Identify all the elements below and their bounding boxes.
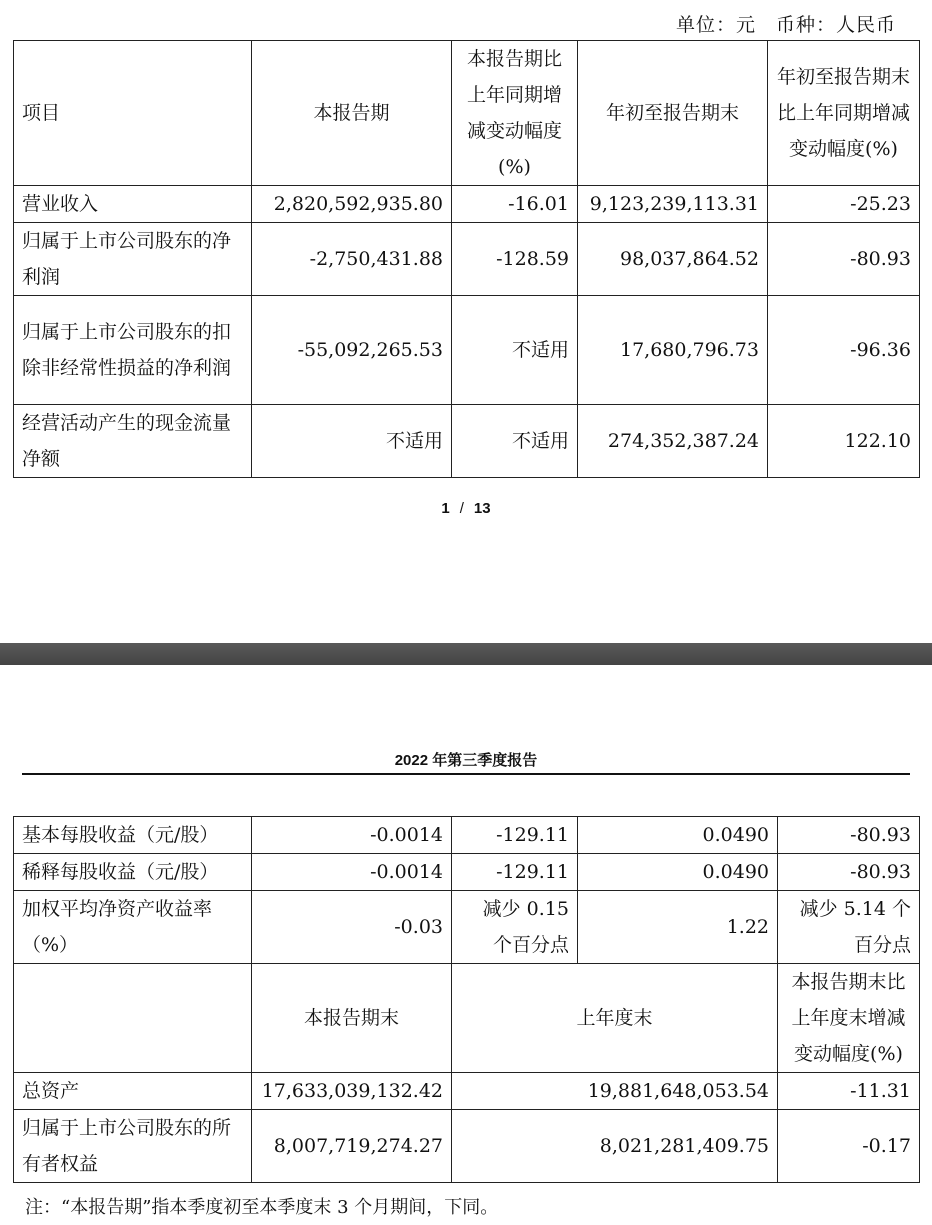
table-row [14, 405, 920, 478]
header-item: 项目 [14, 41, 252, 186]
header-ytd-change: 年初至报告期末比上年同期增减变动幅度(%) [768, 41, 920, 186]
row-balance-change: -0.17 [778, 1110, 920, 1183]
table-row [14, 891, 920, 964]
footnote: 注：“本报告期”指本季度初至本季度末 3 个月期间，下同。 [25, 1197, 499, 1218]
row-item: 基本每股收益（元/股） [14, 817, 252, 854]
row-item: 归属于上市公司股东的净利润 [14, 223, 252, 296]
row-ytd: 1.22 [578, 891, 778, 964]
row-balance-change: -11.31 [778, 1073, 920, 1110]
row-current-change: -128.59 [452, 223, 578, 296]
row-ytd: 17,680,796.73 [578, 296, 768, 405]
row-prior-year-end: 19,881,648,053.54 [452, 1073, 778, 1110]
row-ytd-change: -80.93 [768, 223, 920, 296]
row-ytd-change: -25.23 [768, 186, 920, 223]
row-ytd: 0.0490 [578, 817, 778, 854]
row-ytd-change: -80.93 [778, 817, 920, 854]
key-financials-table [13, 40, 920, 478]
unit-currency-line: 单位：元 币种：人民币 [675, 14, 896, 36]
balance-header-blank [14, 964, 252, 1073]
row-ytd-change: -80.93 [778, 854, 920, 891]
row-ytd: 98,037,864.52 [578, 223, 768, 296]
row-period-end: 8,007,719,274.27 [252, 1110, 452, 1183]
row-item: 总资产 [14, 1073, 252, 1110]
row-current-change: 减少 0.15 个百分点 [452, 891, 578, 964]
row-current: 2,820,592,935.80 [252, 186, 452, 223]
header-ytd: 年初至报告期末 [578, 41, 768, 186]
header-current-period: 本报告期 [252, 41, 452, 186]
document-header-title: 2022 年第三季度报告 [394, 752, 538, 769]
row-item: 营业收入 [14, 186, 252, 223]
row-item: 归属于上市公司股东的扣除非经常性损益的净利润 [14, 296, 252, 405]
row-item: 归属于上市公司股东的所有者权益 [14, 1110, 252, 1183]
row-current: -0.0014 [252, 854, 452, 891]
table-row [14, 854, 920, 891]
page-separator: / [459, 500, 464, 517]
row-ytd-change: 122.10 [768, 405, 920, 478]
row-current-change: 不适用 [452, 296, 578, 405]
header-prior-year-end: 上年度末 [452, 964, 778, 1073]
header-rule [22, 773, 910, 775]
row-ytd: 274,352,387.24 [578, 405, 768, 478]
row-current: -2,750,431.88 [252, 223, 452, 296]
row-current-change: -129.11 [452, 817, 578, 854]
page-break-divider [0, 643, 932, 665]
row-item: 经营活动产生的现金流量净额 [14, 405, 252, 478]
row-ytd-change: -96.36 [768, 296, 920, 405]
table-row [14, 1110, 920, 1183]
page-number [0, 500, 932, 517]
table-row [14, 296, 920, 405]
row-current: -0.03 [252, 891, 452, 964]
row-ytd: 0.0490 [578, 854, 778, 891]
balance-header-row [14, 964, 920, 1073]
row-current: -55,092,265.53 [252, 296, 452, 405]
table-row [14, 223, 920, 296]
header-current-change: 本报告期比上年同期增减变动幅度(%) [452, 41, 578, 186]
table-header-row [14, 41, 920, 186]
row-current-change: -16.01 [452, 186, 578, 223]
per-share-and-balance-table [13, 816, 920, 1183]
row-prior-year-end: 8,021,281,409.75 [452, 1110, 778, 1183]
table-row [14, 817, 920, 854]
table-row [14, 186, 920, 223]
header-period-end: 本报告期末 [252, 964, 452, 1073]
row-ytd: 9,123,239,113.31 [578, 186, 768, 223]
row-current: -0.0014 [252, 817, 452, 854]
header-balance-change: 本报告期末比上年度末增减变动幅度(%) [778, 964, 920, 1073]
page-current: 1 [441, 500, 450, 517]
row-item: 加权平均净资产收益率（%） [14, 891, 252, 964]
row-current-change: 不适用 [452, 405, 578, 478]
table-row [14, 1073, 920, 1110]
row-current-change: -129.11 [452, 854, 578, 891]
row-ytd-change: 减少 5.14 个百分点 [778, 891, 920, 964]
row-item: 稀释每股收益（元/股） [14, 854, 252, 891]
page-total: 13 [473, 500, 491, 517]
row-current: 不适用 [252, 405, 452, 478]
row-period-end: 17,633,039,132.42 [252, 1073, 452, 1110]
